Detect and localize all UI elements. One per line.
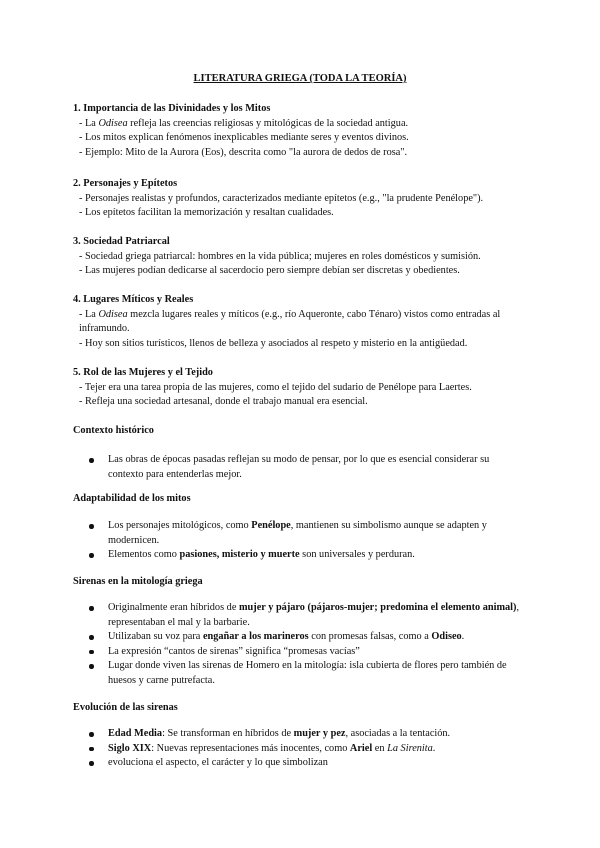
list-item: - La Odisea refleja las creencias religiosas y mitológicas de la sociedad antigua. (79, 117, 409, 129)
list-item: Lugar donde viven las sirenas de Homero en la mitología: isla cubierta de flores pero también de huesos y carne putrefacta. (73, 659, 523, 688)
bullet-icon (89, 553, 94, 558)
bullet-icon (89, 761, 94, 766)
section-personajes (73, 177, 533, 221)
list-item: - Ejemplo: Mito de la Aurora (Eos), descrita como "la aurora de dedos de rosa". (79, 146, 408, 158)
list-item: Los personajes mitológicos, como Penélope, mantienen su simbolismo aunque se adapten y modernicen. (73, 519, 523, 548)
bullet-icon (89, 650, 94, 655)
section-heading: Contexto histórico (73, 425, 154, 436)
section-evolucion (73, 701, 533, 716)
section-heading: 4. Lugares Míticos y Reales (73, 294, 194, 305)
bullet-icon (89, 732, 94, 737)
bullet-icon (89, 524, 94, 529)
list-item: Elementos como pasiones, misterio y muerte son universales y perduran. (73, 548, 523, 563)
list-item: - La Odisea mezcla lugares reales y míticos (e.g., río Aqueronte, cabo Ténaro) vistos como entradas al inframundo. (79, 308, 501, 335)
list-item: - Tejer era una tarea propia de las mujeres, como el tejido del sudario de Penélope para Laertes. (79, 381, 472, 393)
adaptabilidad-list (73, 519, 523, 563)
list-item: - Los mitos explican fenómenos inexplicables mediante seres y eventos divinos. (79, 132, 409, 144)
list-item: Las obras de épocas pasadas reflejan su modo de pensar, por lo que es esencial considerar su contexto para entenderlas mejor. (73, 453, 523, 482)
section-heading: Sirenas en la mitología griega (73, 576, 203, 587)
list-item: Edad Media: Se transforman en híbridos de mujer y pez, asociadas a la tentación. (73, 727, 523, 742)
list-item: Originalmente eran híbridos de mujer y pájaro (pájaros-mujer; predomina el elemento animal), representaban el mal y la barbarie. (73, 601, 523, 630)
section-heading: Evolución de las sirenas (73, 702, 178, 713)
section-heading: 1. Importancia de las Divinidades y los Mitos (73, 103, 271, 114)
bullet-icon (89, 635, 94, 640)
list-item: evoluciona el aspecto, el carácter y lo que simbolizan (73, 756, 523, 771)
section-mujeres (73, 366, 533, 410)
section-sociedad (73, 235, 533, 279)
section-lugares (73, 293, 533, 351)
section-heading: 5. Rol de las Mujeres y el Tejido (73, 367, 213, 378)
bullet-icon (89, 458, 94, 463)
list-item: Siglo XIX: Nuevas representaciones más inocentes, como Ariel en La Sirenita. (73, 742, 523, 757)
list-item: - Hoy son sitios turísticos, llenos de belleza y asociados al respeto y misterio en la antigüedad. (79, 337, 468, 349)
document-title: LITERATURA GRIEGA (TODA LA TEORÍA) (193, 73, 407, 84)
section-contexto (73, 424, 533, 439)
evolucion-list (73, 727, 523, 771)
sirenas-list (73, 601, 523, 689)
bullet-icon (89, 664, 94, 669)
section-adaptabilidad (73, 492, 533, 507)
bullet-icon (89, 606, 94, 611)
bullet-icon (89, 747, 94, 752)
list-item: - Refleja una sociedad artesanal, donde el trabajo manual era esencial. (79, 396, 368, 408)
list-item: - Sociedad griega patriarcal: hombres en la vida pública; mujeres en roles domésticos y sumisión. (79, 250, 481, 262)
section-heading: 3. Sociedad Patriarcal (73, 236, 170, 247)
list-item: La expresión “cantos de sirenas” significa “promesas vacías” (73, 645, 523, 660)
section-heading: Adaptabilidad de los mitos (73, 493, 191, 504)
list-item: Utilizaban su voz para engañar a los marineros con promesas falsas, como a Odiseo. (73, 630, 523, 645)
list-item: - Personajes realistas y profundos, caracterizados mediante epítetos (e.g., "la prudente Penélope"). (79, 192, 484, 204)
list-item: - Las mujeres podían dedicarse al sacerdocio pero siempre debían ser discretas y obedientes. (79, 265, 460, 277)
contexto-list (73, 453, 523, 482)
list-item: - Los epítetos facilitan la memorización y resaltan cualidades. (79, 207, 334, 219)
section-divinidades (73, 102, 533, 160)
section-heading: 2. Personajes y Epítetos (73, 178, 178, 189)
section-sirenas (73, 575, 533, 590)
